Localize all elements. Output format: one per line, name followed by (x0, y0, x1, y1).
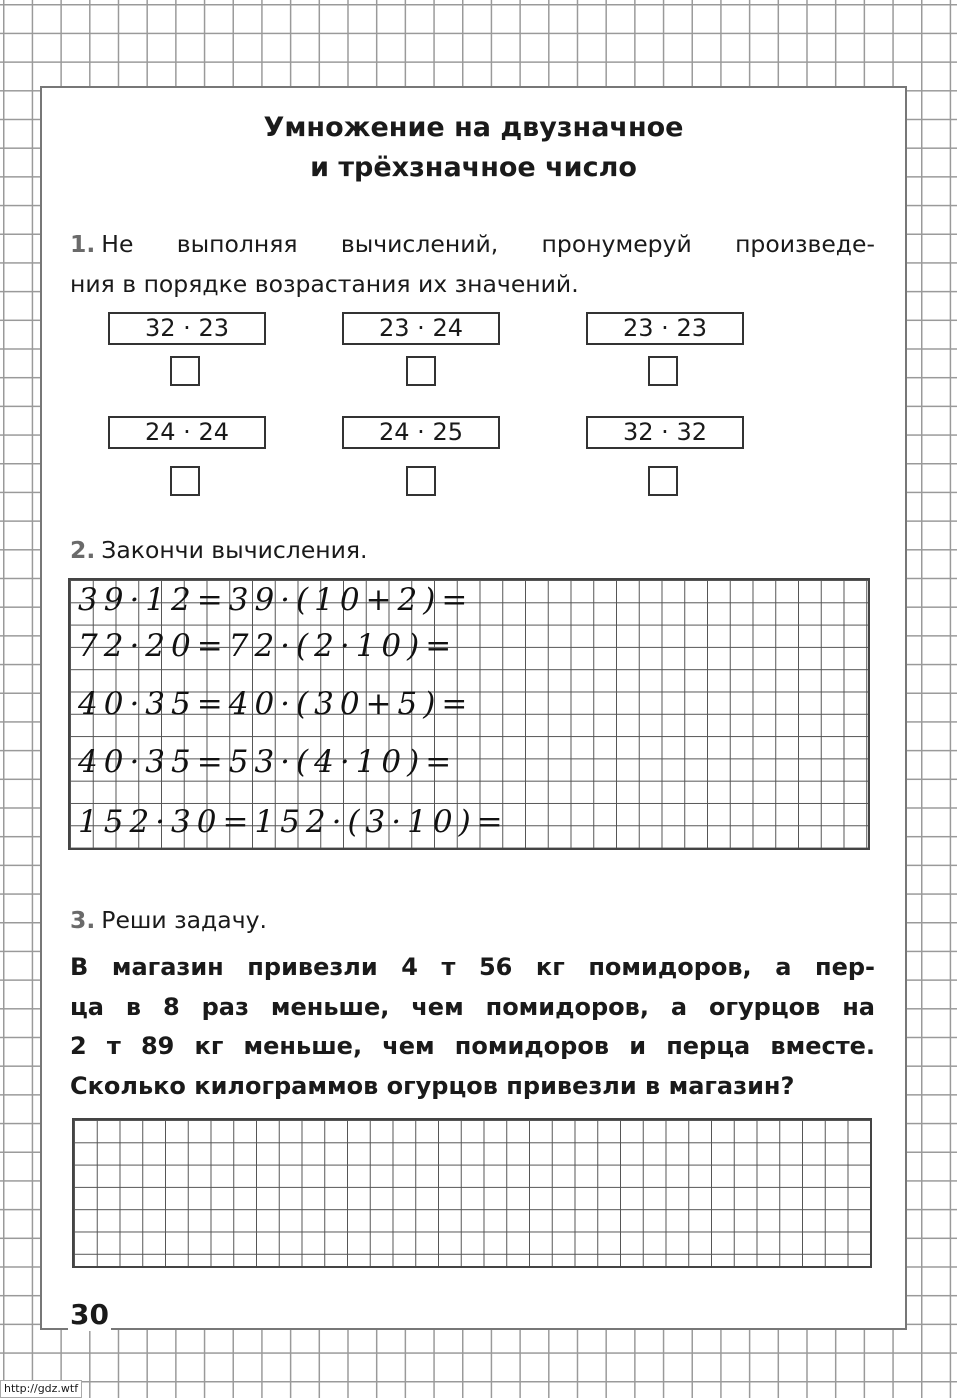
expression-box: 23 · 24 (342, 312, 500, 345)
task-3-instruction: Реши задачу. (101, 906, 267, 934)
expression-box: 32 · 32 (586, 416, 744, 449)
source-watermark: http://gdz.wtf (0, 1380, 82, 1398)
task-3-number: 3. (70, 906, 96, 934)
calculation-row: 40·35=53·(4·10)= (78, 744, 458, 780)
task-1-number: 1. (70, 230, 96, 258)
task-2-number: 2. (70, 536, 96, 564)
word-problem (70, 948, 875, 1106)
order-checkbox[interactable] (406, 466, 436, 496)
calculation-grid[interactable] (68, 578, 870, 850)
order-checkbox[interactable] (170, 466, 200, 496)
problem-line: 2 т 89 кг меньше, чем помидоров и перца вместе. (70, 1032, 875, 1060)
expression-box: 24 · 24 (108, 416, 266, 449)
calculation-row: 152·30=152·(3·10)= (78, 804, 509, 840)
calculation-row: 40·35=40·(30+5)= (78, 686, 474, 722)
expression-box: 23 · 23 (586, 312, 744, 345)
problem-line: В магазин привезли 4 т 56 кг помидоров, а пер- (70, 953, 875, 981)
task-3-text (70, 900, 875, 940)
task-2-instruction: Закончи вычисления. (101, 536, 368, 564)
order-checkbox[interactable] (170, 356, 200, 386)
order-checkbox[interactable] (648, 356, 678, 386)
page-number: 30 (70, 1298, 109, 1331)
task-2-text (70, 530, 875, 570)
order-checkbox[interactable] (406, 356, 436, 386)
task-1-line-2: ния в порядке возрастания их значений. (70, 270, 579, 298)
expression-box: 24 · 25 (342, 416, 500, 449)
order-checkbox[interactable] (648, 466, 678, 496)
problem-line: Сколько килограммов огурцов привезли в магазин? (70, 1071, 795, 1100)
page-title-line-1: Умножение на двузначное (263, 112, 684, 143)
worksheet-page (40, 86, 907, 1330)
calculation-row: 39·12=39·(10+2)= (78, 582, 474, 618)
expression-box: 32 · 23 (108, 312, 266, 345)
problem-line: ца в 8 раз меньше, чем помидоров, а огурцов на (70, 992, 875, 1021)
page-title-line-2: и трёхзначное число (310, 152, 637, 183)
calculation-row: 72·20=72·(2·10)= (78, 628, 458, 664)
task-1-text (70, 224, 875, 304)
answer-grid[interactable] (72, 1118, 872, 1268)
task-1-line-1: Не выполняя вычислений, пронумеруй произведе- (101, 230, 875, 258)
